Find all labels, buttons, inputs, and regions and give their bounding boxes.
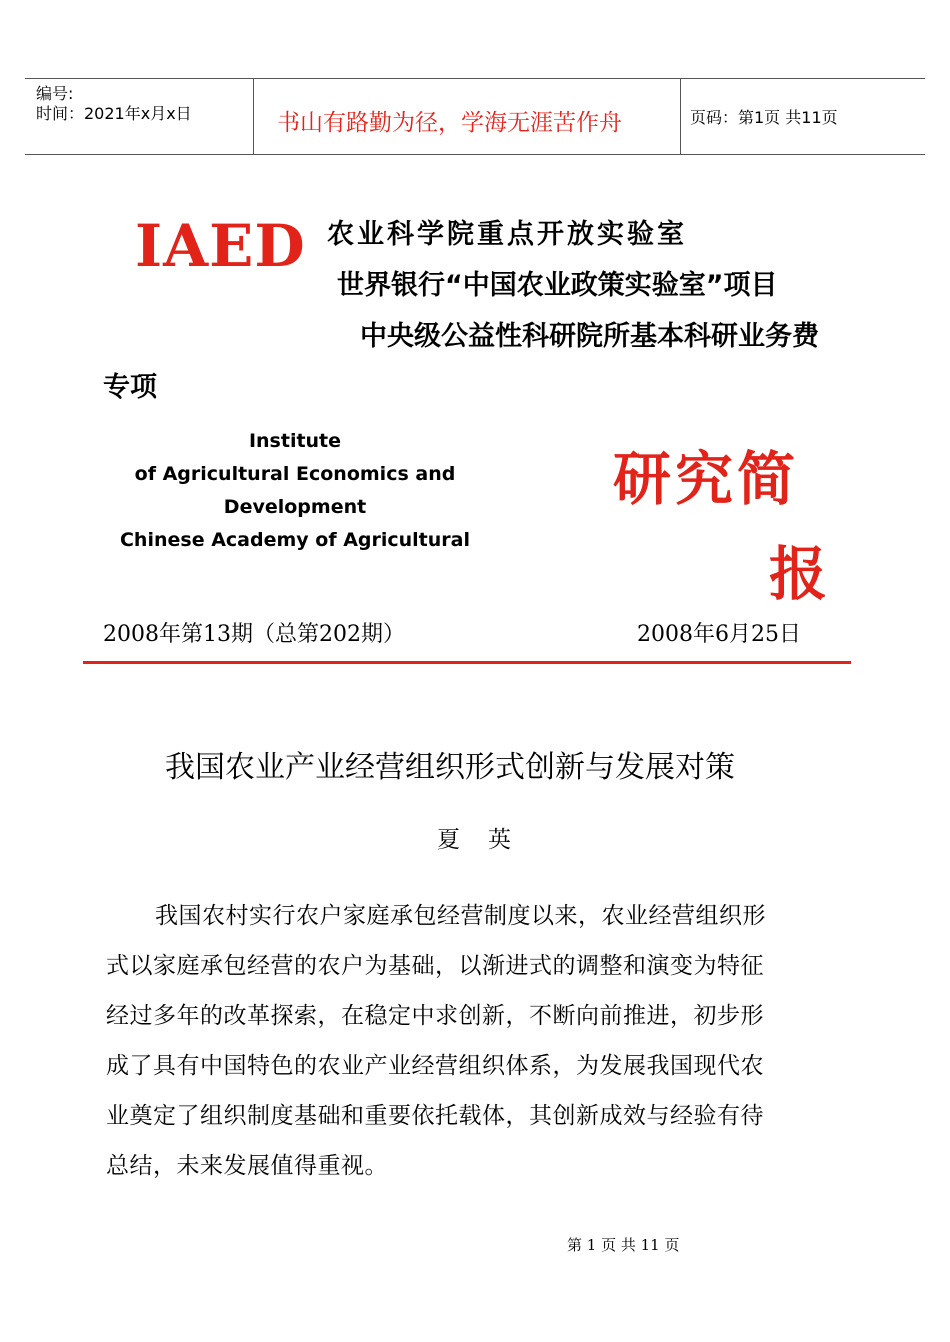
english-line-1: Institute — [248, 430, 342, 452]
english-line-3: Development — [223, 496, 367, 518]
institute-line-2: 世界银行“中国农业政策实验室”项目 — [337, 270, 778, 301]
red-divider — [83, 661, 851, 664]
page-info: 页码：第1页 共11页 — [690, 108, 838, 127]
paragraph-line-6: 总结，未来发展值得重视。 — [106, 1153, 388, 1179]
motto: 书山有路勤为径，学海无涯苦作舟 — [277, 110, 622, 136]
report-title-line-2: 报 — [769, 540, 828, 608]
iaed-logo: IAED — [135, 212, 306, 280]
paragraph-line-4: 成了具有中国特色的农业产业经营组织体系，为发展我国现代农 — [106, 1053, 764, 1079]
institute-line-1: 农业科学院重点开放实验室 — [327, 219, 687, 250]
header-top-rule — [25, 78, 925, 79]
institute-line-3: 中央级公益性科研院所基本科研业务费 — [360, 321, 819, 352]
paragraph-line-2: 式以家庭承包经营的农户为基础，以渐进式的调整和演变为特征 — [106, 953, 764, 979]
issue-date: 2008年6月25日 — [637, 622, 801, 647]
issue-number: 2008年第13期（总第202期） — [103, 622, 405, 647]
header-divider-right — [680, 78, 681, 155]
time-label: 时间：2021年x月x日 — [36, 104, 192, 123]
paragraph-line-5: 业奠定了组织制度基础和重要依托载体，其创新成效与经验有待 — [106, 1103, 764, 1129]
english-line-2: of Agricultural Economics and — [134, 463, 456, 485]
article-author: 夏英 — [437, 827, 539, 853]
english-line-4: Chinese Academy of Agricultural — [119, 529, 470, 551]
paragraph-line-3: 经过多年的改革探索，在稳定中求创新，不断向前推进，初步形 — [106, 1003, 764, 1029]
header-bottom-rule — [25, 154, 925, 155]
serial-label: 编号: — [36, 84, 74, 103]
article-title: 我国农业产业经营组织形式创新与发展对策 — [165, 750, 735, 785]
footer-page-number: 第 1 页 共 11 页 — [567, 1236, 680, 1254]
english-institute-name — [115, 425, 475, 551]
report-title-line-1: 研究简 — [613, 445, 800, 513]
paragraph-line-1: 我国农村实行农户家庭承包经营制度以来，农业经营组织形 — [155, 903, 766, 929]
institute-line-4: 专项 — [103, 372, 157, 403]
header-divider-left — [253, 78, 254, 155]
